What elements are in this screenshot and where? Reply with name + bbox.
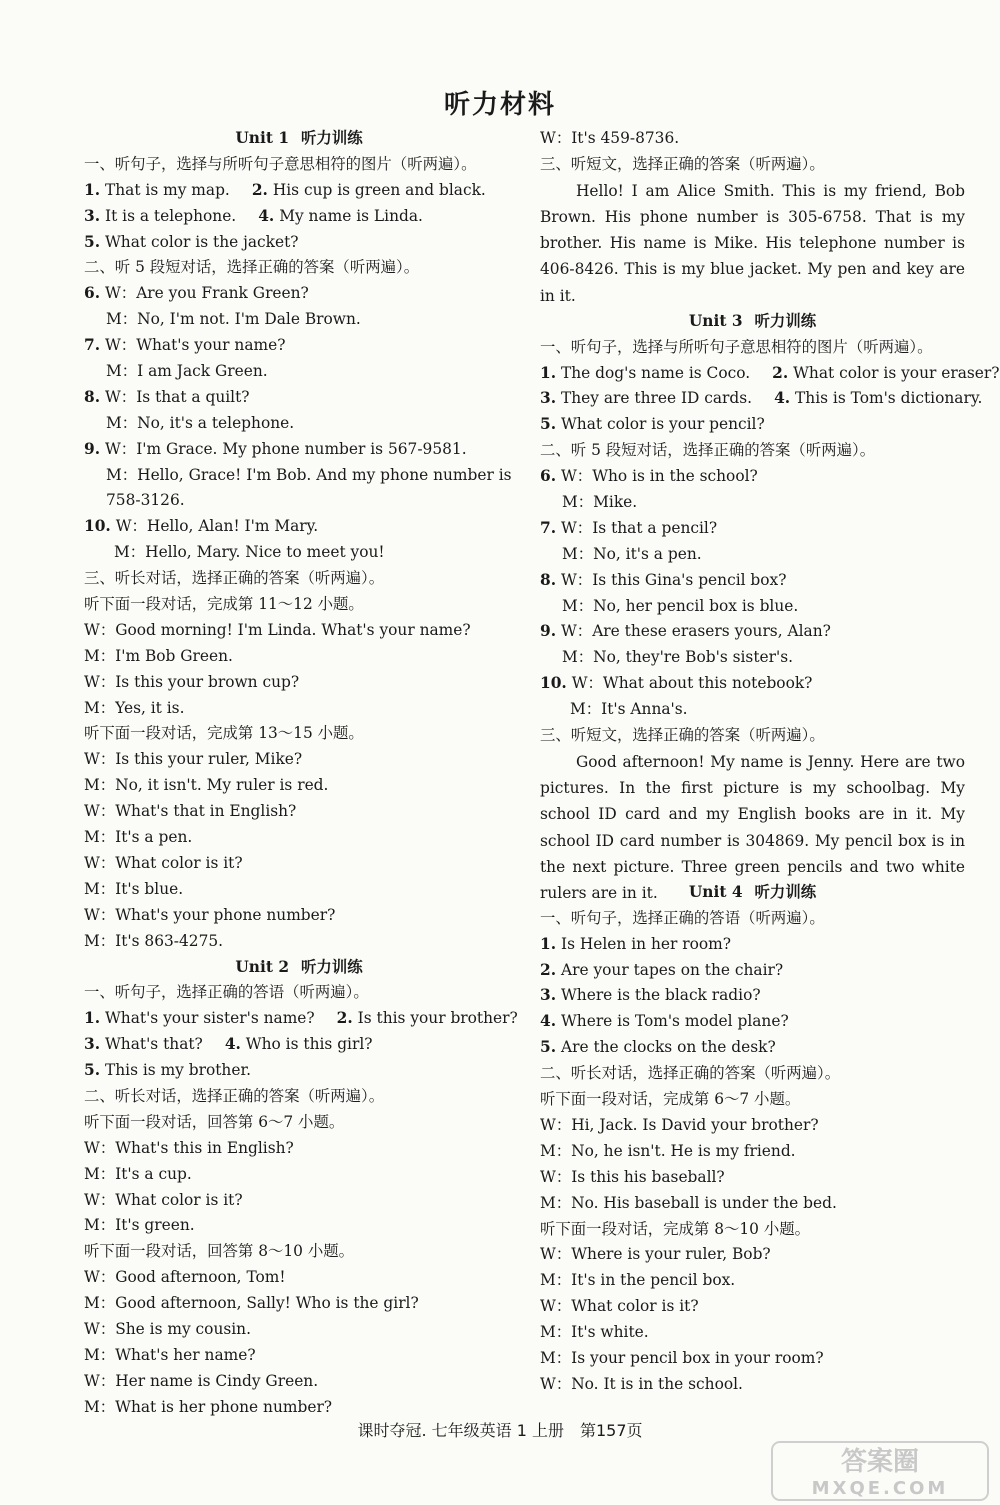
left-column bbox=[84, 126, 518, 1421]
watermark-logo bbox=[770, 1440, 990, 1502]
question-line bbox=[540, 932, 965, 958]
text-line: W：Good afternoon, Tom! bbox=[84, 1268, 286, 1287]
text-line: M：Good afternoon, Sally! Who is the girl? bbox=[84, 1294, 419, 1313]
question-text: W：Are these erasers yours, Alan? bbox=[560, 622, 831, 641]
question-number: 5. bbox=[84, 232, 101, 251]
question-pair bbox=[84, 1006, 518, 1032]
text-line: 听下面一段对话，回答第 8～10 小题。 bbox=[84, 1242, 355, 1261]
unit-heading bbox=[84, 126, 514, 152]
question-number: 10. bbox=[84, 517, 111, 536]
question-line bbox=[84, 281, 514, 307]
question-pair bbox=[84, 178, 514, 204]
question-number: 5. bbox=[540, 415, 557, 434]
question-text: What color is your eraser? bbox=[793, 363, 1000, 382]
text-line: 听下面一段对话，完成第 8～10 小题。 bbox=[540, 1219, 811, 1238]
question-text: His cup is green and black. bbox=[272, 180, 486, 199]
passage-paragraph: Hello! I am Alice Smith. This is my friend, Bob Brown. His phone number is 305-6758. That is my brother. His name is Mike. His telephone number is 406-8426. This is my blue jacket. My pen and key are in it. bbox=[540, 181, 965, 305]
question-number: 7. bbox=[84, 336, 101, 355]
question-text: Is this your brother? bbox=[357, 1009, 518, 1028]
question-text: W：Is that a pencil? bbox=[560, 518, 718, 537]
text-line: W：No. It is in the school. bbox=[540, 1374, 743, 1393]
question-line bbox=[84, 333, 514, 359]
question-pair bbox=[84, 204, 514, 230]
watermark-en: MXQE.COM bbox=[811, 1478, 949, 1499]
dialogue-line: M：No, they're Bob's sister's. bbox=[562, 648, 793, 667]
text-line: 一、听句子，选择与所听句子意思相符的图片（听两遍）。 bbox=[84, 154, 477, 173]
passage-paragraph: Good afternoon! My name is Jenny. Here are two pictures. In the first picture is my schoolbag. My school ID card and my English books are in it. My school ID card number is 304869. My pencil box is in the next picture. Three green pencils and two white rulers are in it. bbox=[540, 752, 965, 902]
question-line bbox=[540, 671, 965, 697]
question-number: 2. bbox=[772, 363, 789, 382]
dialogue-line: M：Hello, Grace! I'm Bob. And my phone number is bbox=[106, 465, 512, 484]
text-line: 一、听句子，选择与所听句子意思相符的图片（听两遍）。 bbox=[540, 337, 933, 356]
unit-label: Unit 3 bbox=[688, 311, 743, 330]
question-text: W：Hello, Alan! I'm Mary. bbox=[115, 517, 319, 536]
question-number: 3. bbox=[84, 206, 101, 225]
text-line: 二、听长对话，选择正确的答案（听两遍）。 bbox=[540, 1064, 841, 1083]
text-line: M：What's her name? bbox=[84, 1345, 256, 1364]
question-number: 3. bbox=[84, 1035, 101, 1054]
text-line: M：It's blue. bbox=[84, 879, 184, 898]
question-text: Is Helen in her room? bbox=[560, 934, 731, 953]
text-line: W：Hi, Jack. Is David your brother? bbox=[540, 1115, 819, 1134]
question-text: What's your sister's name? bbox=[104, 1009, 315, 1028]
dialogue-line: M：I am Jack Green. bbox=[106, 362, 268, 381]
text-line: 三、听短文，选择正确的答案（听两遍）。 bbox=[540, 154, 825, 173]
unit-subtitle: 听力训练 bbox=[301, 957, 363, 976]
question-number: 1. bbox=[84, 180, 101, 199]
dialogue-line: M：Hello, Mary. Nice to meet you! bbox=[114, 543, 385, 562]
question-number: 8. bbox=[540, 570, 557, 589]
watermark-cn: 答案圈 bbox=[840, 1447, 920, 1477]
question-line bbox=[540, 1009, 965, 1035]
question-number: 5. bbox=[84, 1061, 101, 1080]
text-line: 听下面一段对话，回答第 6～7 小题。 bbox=[84, 1112, 345, 1131]
text-line: 听下面一段对话，完成第 6～7 小题。 bbox=[540, 1090, 801, 1109]
unit-heading bbox=[84, 955, 514, 981]
text-line: M：I'm Bob Green. bbox=[84, 646, 233, 665]
question-number: 2. bbox=[540, 960, 557, 979]
question-number: 6. bbox=[540, 467, 557, 486]
text-line: W：It's 459-8736. bbox=[540, 129, 680, 147]
text-line: 三、听短文，选择正确的答案（听两遍）。 bbox=[540, 726, 825, 745]
dialogue-line: M：No, it's a pen. bbox=[562, 544, 702, 563]
question-line bbox=[84, 385, 514, 411]
question-text: W：Are you Frank Green? bbox=[104, 284, 309, 303]
dialogue-line: M：It's Anna's. bbox=[570, 700, 688, 719]
text-line: M：What is her phone number? bbox=[84, 1397, 333, 1416]
question-text: The dog's name is Coco. bbox=[560, 363, 751, 382]
text-line: 二、听 5 段短对话，选择正确的答案（听两遍）。 bbox=[84, 258, 420, 277]
question-line bbox=[540, 412, 965, 438]
question-text: What color is the jacket? bbox=[104, 232, 299, 251]
question-number: 2. bbox=[336, 1009, 353, 1028]
question-line bbox=[540, 568, 965, 594]
page-footer: 课时夺冠. 七年级英语 1 上册 第157页 bbox=[357, 1421, 643, 1440]
question-text: W：Who is in the school? bbox=[560, 467, 758, 486]
question-number: 4. bbox=[774, 389, 791, 408]
text-line: W：What color is it? bbox=[84, 853, 243, 872]
text-line: 三、听长对话，选择正确的答案（听两遍）。 bbox=[84, 569, 385, 588]
question-number: 3. bbox=[540, 389, 557, 408]
question-text: W：What about this notebook? bbox=[571, 674, 813, 693]
question-text: This is my brother. bbox=[104, 1061, 252, 1080]
question-line bbox=[540, 1035, 965, 1061]
text-line: W：What's this in English? bbox=[84, 1138, 294, 1157]
dialogue-line: M：No, her pencil box is blue. bbox=[562, 596, 799, 615]
unit-label: Unit 2 bbox=[235, 957, 290, 976]
text-line: W：What's that in English? bbox=[84, 802, 297, 821]
text-line: W：What's your phone number? bbox=[84, 905, 336, 924]
text-line: M：Is your pencil box in your room? bbox=[540, 1348, 824, 1367]
unit-label: Unit 1 bbox=[235, 129, 290, 147]
question-number: 9. bbox=[540, 622, 557, 641]
text-line: W：Good morning! I'm Linda. What's your name? bbox=[84, 620, 471, 639]
text-line: M：No. His baseball is under the bed. bbox=[540, 1193, 837, 1212]
question-pair bbox=[84, 1032, 514, 1058]
text-line: W：Her name is Cindy Green. bbox=[84, 1371, 319, 1390]
question-number: 4. bbox=[540, 1012, 557, 1031]
question-text: My name is Linda. bbox=[279, 206, 423, 225]
text-line: 听下面一段对话，完成第 13～15 小题。 bbox=[84, 724, 364, 743]
text-line: W：Is this your brown cup? bbox=[84, 672, 300, 691]
unit-subtitle: 听力训练 bbox=[301, 129, 363, 147]
question-line bbox=[84, 1058, 514, 1084]
text-line: W：What color is it? bbox=[540, 1297, 699, 1316]
text-line: 二、听 5 段短对话，选择正确的答案（听两遍）。 bbox=[540, 441, 876, 460]
question-text: That is my map. bbox=[104, 180, 230, 199]
question-text: W：Is this Gina's pencil box? bbox=[560, 570, 787, 589]
page-title: 听力材料 bbox=[443, 90, 556, 120]
dialogue-line: M：No, it's a telephone. bbox=[106, 413, 295, 432]
text-line: M：It's in the pencil box. bbox=[540, 1271, 736, 1290]
text-line: W：Where is your ruler, Bob? bbox=[540, 1245, 771, 1264]
question-text: Are the clocks on the desk? bbox=[560, 1038, 776, 1057]
text-line: 二、听长对话，选择正确的答案（听两遍）。 bbox=[84, 1086, 385, 1105]
question-number: 2. bbox=[251, 180, 268, 199]
question-text: This is Tom's dictionary. bbox=[795, 389, 983, 408]
question-number: 6. bbox=[84, 284, 101, 303]
text-line: M：It's white. bbox=[540, 1323, 649, 1342]
question-number: 1. bbox=[540, 934, 557, 953]
question-number: 1. bbox=[84, 1009, 101, 1028]
question-text: They are three ID cards. bbox=[560, 389, 753, 408]
question-pair bbox=[540, 386, 983, 412]
question-line bbox=[540, 464, 965, 490]
text-line: M：Yes, it is. bbox=[84, 698, 185, 717]
question-number: 1. bbox=[540, 363, 557, 382]
question-text: Who is this girl? bbox=[245, 1035, 373, 1054]
question-text: W：I'm Grace. My phone number is 567-9581. bbox=[104, 439, 467, 458]
question-line bbox=[540, 516, 965, 542]
text-line: M：It's a cup. bbox=[84, 1164, 192, 1183]
dialogue-line: 758-3126. bbox=[106, 491, 185, 510]
question-number: 9. bbox=[84, 439, 101, 458]
text-line: M：It's 863-4275. bbox=[84, 931, 224, 950]
question-number: 10. bbox=[540, 674, 567, 693]
right-column bbox=[540, 126, 1000, 1398]
question-line bbox=[540, 983, 965, 1009]
unit-label: Unit 4 bbox=[688, 882, 743, 901]
question-number: 4. bbox=[258, 206, 275, 225]
question-text: W：What's your name? bbox=[104, 336, 286, 355]
question-pair bbox=[540, 361, 1000, 387]
unit-heading bbox=[540, 309, 965, 335]
question-text: Where is Tom's model plane? bbox=[560, 1012, 789, 1031]
unit-subtitle: 听力训练 bbox=[754, 311, 817, 330]
question-number: 4. bbox=[224, 1035, 241, 1054]
dialogue-line: M：Mike. bbox=[562, 493, 638, 512]
text-line: 一、听句子，选择正确的答语（听两遍）。 bbox=[84, 983, 369, 1002]
question-number: 5. bbox=[540, 1038, 557, 1057]
question-line bbox=[540, 958, 965, 984]
question-text: It is a telephone. bbox=[104, 206, 237, 225]
text-line: W：Is this his baseball? bbox=[540, 1167, 725, 1186]
question-text: W：Is that a quilt? bbox=[104, 387, 250, 406]
text-line: M：No, it isn't. My ruler is red. bbox=[84, 776, 329, 795]
question-text: Are your tapes on the chair? bbox=[560, 960, 784, 979]
text-line: W：She is my cousin. bbox=[84, 1319, 251, 1338]
text-line: 听下面一段对话，完成第 11～12 小题。 bbox=[84, 595, 364, 614]
text-line: M：It's a pen. bbox=[84, 828, 193, 847]
question-line bbox=[84, 230, 514, 256]
text-line: 一、听句子，选择正确的答语（听两遍）。 bbox=[540, 908, 825, 927]
question-line bbox=[84, 514, 514, 540]
text-line: M：No, he isn't. He is my friend. bbox=[540, 1141, 796, 1160]
unit-subtitle: 听力训练 bbox=[754, 882, 817, 901]
question-number: 7. bbox=[540, 518, 557, 537]
question-text: What color is your pencil? bbox=[560, 415, 765, 434]
question-text: What's that? bbox=[104, 1035, 203, 1054]
question-number: 8. bbox=[84, 387, 101, 406]
text-line: M：It's green. bbox=[84, 1216, 195, 1235]
text-line: W：What color is it? bbox=[84, 1190, 243, 1209]
question-number: 3. bbox=[540, 986, 557, 1005]
question-text: Where is the black radio? bbox=[560, 986, 761, 1005]
question-line bbox=[84, 437, 514, 463]
text-line: W：Is this your ruler, Mike? bbox=[84, 750, 303, 769]
question-line bbox=[540, 619, 965, 645]
dialogue-line: M：No, I'm not. I'm Dale Brown. bbox=[106, 310, 361, 329]
